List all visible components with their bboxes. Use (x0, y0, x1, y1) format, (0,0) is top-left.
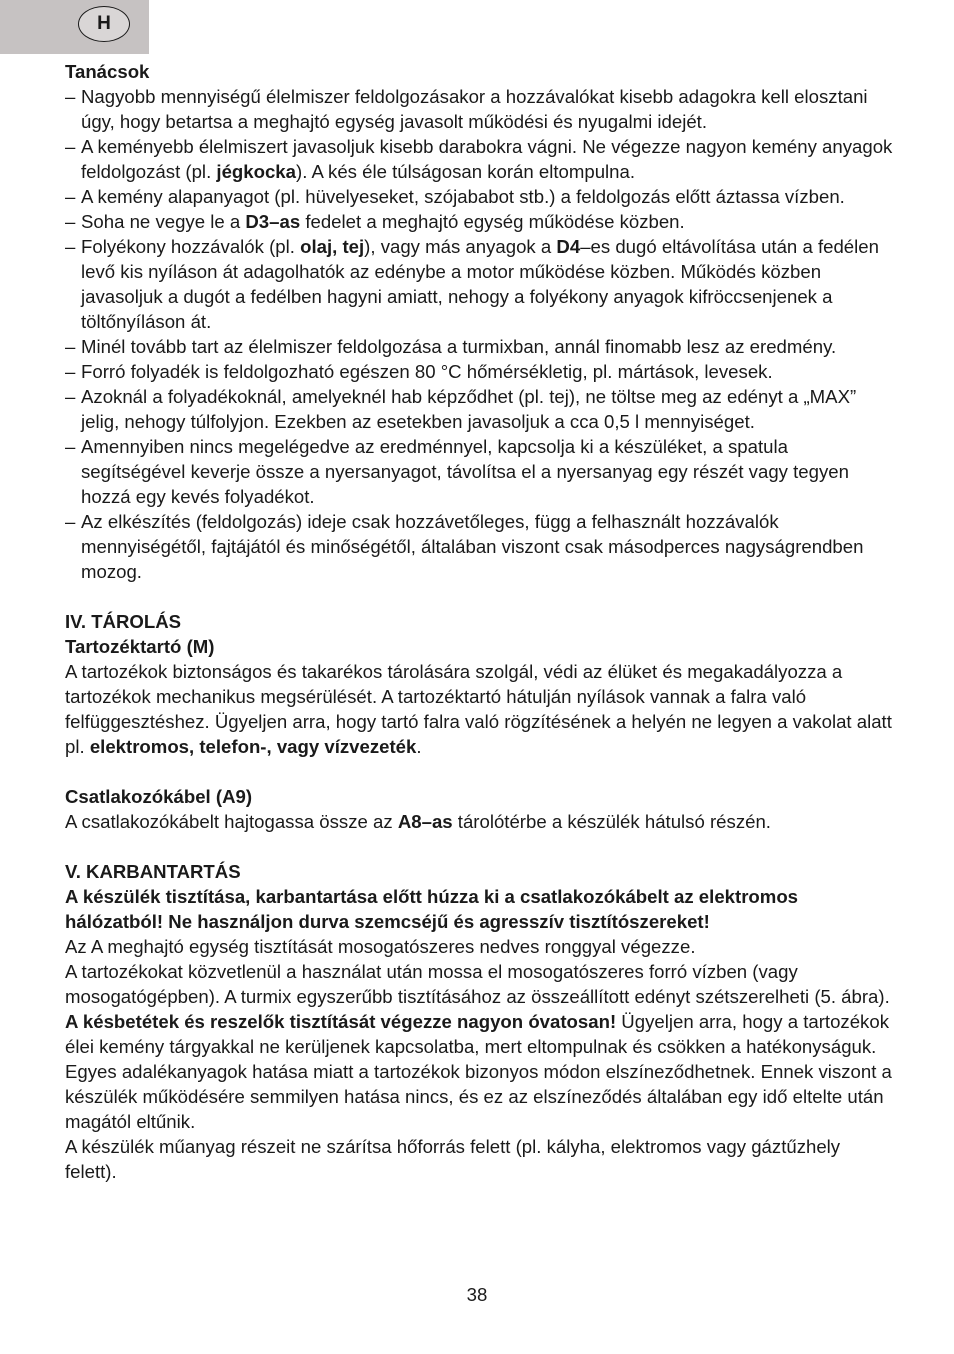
list-item: – Az elkészítés (feldolgozás) ideje csak hozzávetőleges, függ a felhasznált hozzávalók mennyiségétől, fajtájától és minőségétől, általában viszont csak másodperces nagyságrendben mozog. (65, 509, 895, 584)
list-item: – A keményebb élelmiszert javasoljuk kisebb darabokra vágni. Ne végezze nagyon kemény anyagok feldolgozást (pl. jégkocka). A kés éle túlságosan korán eltompulna. (65, 134, 895, 184)
bold-text: olaj, tej (300, 236, 365, 257)
bold-text: A késbetétek és reszelők tisztítását végezze nagyon óvatosan! (65, 1011, 617, 1032)
maintenance-paragraph-1: Az A meghajtó egység tisztítását mosogatószeres nedves ronggyal végezze. (65, 936, 696, 957)
tips-title: Tanácsok (65, 61, 150, 82)
cable-text: A csatlakozókábelt hajtogassa össze az A8–as tárolótérbe a készülék hátulsó részén. (65, 811, 771, 832)
maintenance-warning: A készülék tisztítása, karbantartása előtt húzza ki a csatlakozókábelt az elektromos hálózatból! Ne használjon durva szemcséjű és agresszív tisztítószereket! (65, 886, 799, 932)
bold-text: D3–as (245, 211, 301, 232)
maintenance-heading: V. KARBANTARTÁS (65, 861, 241, 882)
maintenance-paragraph-2: A tartozékokat közvetlenül a használat után mossa el mosogatószeres forró vízben (vagy mosogatógépben). A turmix egyszerűbb tisztításához az összeállított edényt szétszerelheti (5. ábra). A késbetétek és reszelők tisztítását végezze nagyon óvatosan! Ügyeljen arra, hogy a tartozékok élei kemény tárgyakkal ne kerüljenek kapcsolatba, mert eltompulnak és csökken a hatékonyságuk. Egyes adalékanyagok hatása miatt a tartozékok bizonyos módon elszíneződhetnek. Ennek viszont a készülék működésére semmilyen hatása nincs, és ez az elszíneződés általában egy idő eltelte után magától eltűnik. (65, 961, 892, 1132)
accessory-holder-title: Tartozéktartó (M) (65, 636, 215, 657)
list-item: – Folyékony hozzávalók (pl. olaj, tej), vagy más anyagok a D4–es dugó eltávolítása után a fedélen levő kis nyíláson át adagolhatók az edénybe a motor működése közben. Működés közben javasoljuk a dugót a fedélben hagyni amiatt, nehogy a folyékony anyagok kifröccsenjenek a töltőnyíláson át. (65, 234, 895, 334)
list-item: – Amennyiben nincs megelégedve az eredménnyel, kapcsolja ki a készüléket, a spatula segítségével keverje össze a nyersanyagot, távolítsa el a nyersanyag egy részét vagy tegyen hozzá egy kevés folyadékot. (65, 434, 895, 509)
page-number: 38 (466, 1284, 488, 1305)
cable-title: Csatlakozókábel (A9) (65, 786, 253, 807)
list-item: – Minél tovább tart az élelmiszer feldolgozása a turmixban, annál finomabb lesz az eredmény. (65, 334, 895, 359)
page-content (65, 59, 895, 1184)
bold-text: elektromos, telefon-, vagy vízvezeték (89, 736, 417, 757)
bold-text: A8–as (397, 811, 453, 832)
list-item: – Nagyobb mennyiségű élelmiszer feldolgozásakor a hozzávalókat kisebb adagokra kell elosztani úgy, hogy betartsa a meghajtó egység javasolt működési és nyugalmi idejét. (65, 84, 895, 134)
list-item: – Forró folyadék is feldolgozható egészen 80 °C hőmérsékletig, pl. mártások, levesek. (65, 359, 895, 384)
list-item: – A kemény alapanyagot (pl. hüvelyeseket, szójababot stb.) a feldolgozás előtt áztassa vízben. (65, 184, 895, 209)
maintenance-paragraph-3: A készülék műanyag részeit ne szárítsa hőforrás felett (pl. kályha, elektromos vagy gáztűzhely felett). (65, 1136, 841, 1182)
accessory-holder-text: A tartozékok biztonságos és takarékos tárolására szolgál, védi az élüket és megakadályozza a tartozékok mechanikus megsérülését. A tartozéktartó hátulján nyílások vannak a falra való felfüggesztéshez. Ügyeljen arra, hogy tartó falra való rögzítésének a helyén ne legyen a vakolat alatt pl. elektromos, telefon-, vagy vízvezeték. (65, 661, 892, 757)
storage-heading: IV. TÁROLÁS (65, 611, 182, 632)
list-item: – Soha ne vegye le a D3–as fedelet a meghajtó egység működése közben. (65, 209, 895, 234)
language-tab (0, 0, 149, 54)
list-item: – Azoknál a folyadékoknál, amelyeknél hab képződhet (pl. tej), ne töltse meg az edényt a „MAX” jelig, nehogy túlfolyjon. Ezekben az esetekben javasoljuk a cca 0,5 l mennyiséget. (65, 384, 895, 434)
tips-list (65, 84, 895, 584)
bold-text: jégkocka (216, 161, 296, 182)
language-badge: H (78, 6, 130, 42)
bold-text: D4 (556, 236, 581, 257)
